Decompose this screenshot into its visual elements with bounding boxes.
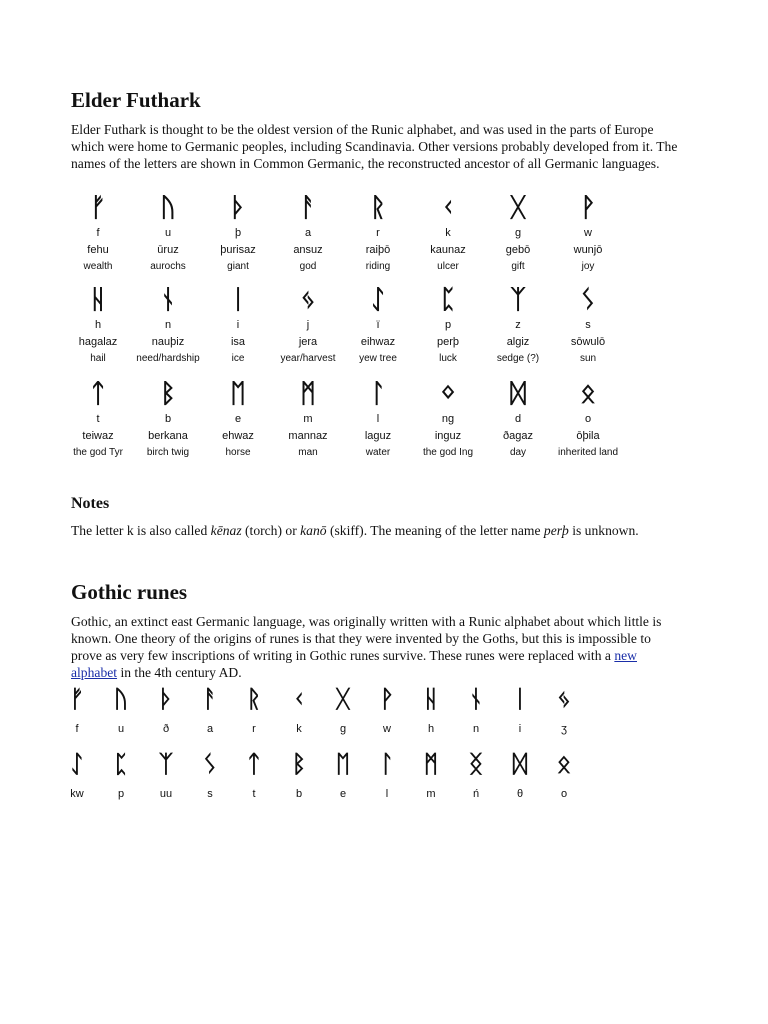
rune-cell (198, 192, 278, 273)
gothic-rune-transliteration: ð (162, 723, 170, 735)
gothic-rune-transliteration: n (472, 723, 480, 735)
rune-name: sōwulō (570, 336, 606, 348)
rune-meaning: yew tree (359, 353, 397, 364)
notes-text (71, 522, 681, 539)
rune-glyph: ᛃ (300, 285, 316, 315)
rune-name: jera (298, 336, 318, 348)
rune-glyph: ᚲ (440, 193, 456, 223)
new-alphabet-link[interactable]: new alphabet (71, 648, 637, 680)
rune-glyph: ᚨ (300, 193, 316, 223)
gothic-rune-cell (500, 749, 540, 801)
notes-text-part: is unknown. (568, 523, 639, 538)
rune-glyph: ᚹ (580, 193, 596, 223)
gothic-rune-cell (234, 749, 274, 801)
rune-name: fehu (87, 244, 109, 256)
rune-transliteration: d (514, 413, 522, 425)
rune-transliteration: t (96, 413, 100, 425)
rune-glyph: ᚷ (510, 193, 526, 223)
rune-glyph: ᛒ (160, 379, 176, 409)
rune-glyph: ᛗ (300, 379, 316, 409)
rune-meaning: the god Ing (422, 447, 474, 458)
rune-meaning: inherited land (557, 447, 619, 458)
notes-text-part: The letter k is also called (71, 523, 211, 538)
rune-transliteration: g (514, 227, 522, 239)
gothic-rune-cell (146, 684, 186, 736)
gothic-rune-transliteration: r (252, 723, 256, 735)
rune-transliteration: o (584, 413, 592, 425)
rune-name: inguz (434, 430, 462, 442)
gothic-rune-transliteration: ń (472, 788, 480, 800)
gothic-rune-cell (411, 684, 451, 736)
rune-cell (198, 284, 278, 365)
rune-glyph: ᛚ (370, 379, 386, 409)
rune-transliteration: f (96, 227, 100, 239)
gothic-rune-cell (57, 684, 97, 736)
gothic-rune-glyph: ᚷ (335, 685, 351, 713)
kano-term: kanō (300, 523, 327, 538)
gothic-rune-glyph: ᛇ (69, 750, 85, 778)
rune-glyph: ᛈ (440, 285, 456, 315)
rune-name: laguz (364, 430, 392, 442)
rune-meaning: luck (439, 353, 457, 364)
rune-meaning: year/harvest (280, 353, 336, 364)
gothic-rune-glyph: ᛟ (556, 750, 572, 778)
gothic-rune-cell (411, 749, 451, 801)
rune-cell (58, 378, 138, 459)
rune-glyph: ᛞ (510, 379, 526, 409)
rune-glyph: ᚾ (160, 285, 176, 315)
gothic-rune-transliteration: kw (70, 788, 84, 800)
gothic-rune-cell (456, 749, 496, 801)
rune-name: teiwaz (82, 430, 114, 442)
gothic-rune-glyph: ᛒ (291, 750, 307, 778)
gothic-rune-transliteration: uu (159, 788, 173, 800)
rune-meaning: water (365, 447, 391, 458)
rune-transliteration: r (376, 227, 380, 239)
gothic-rune-transliteration: a (206, 723, 214, 735)
gothic-rune-transliteration: t (252, 788, 256, 800)
gothic-rune-transliteration: f (75, 723, 79, 735)
gothic-rune-glyph: ᛏ (246, 750, 262, 778)
rune-meaning: ice (231, 353, 245, 364)
rune-meaning: wealth (83, 261, 113, 272)
rune-meaning: gift (511, 261, 525, 272)
gothic-rune-glyph: ᚲ (291, 685, 307, 713)
gothic-rune-cell (456, 684, 496, 736)
rune-transliteration: h (94, 319, 102, 331)
rune-name: raiþō (365, 244, 391, 256)
rune-cell (128, 378, 208, 459)
gothic-rune-glyph: ᚨ (202, 685, 218, 713)
gothic-rune-cell (234, 684, 274, 736)
rune-cell (408, 284, 488, 365)
gothic-rune-cell (279, 749, 319, 801)
rune-cell (58, 284, 138, 365)
rune-name: eihwaz (360, 336, 396, 348)
rune-cell (338, 378, 418, 459)
rune-transliteration: i (236, 319, 240, 331)
rune-meaning: hail (90, 353, 106, 364)
rune-transliteration: b (164, 413, 172, 425)
rune-name: þurisaz (220, 244, 256, 256)
rune-glyph: ᚱ (370, 193, 386, 223)
gothic-rune-transliteration: m (426, 788, 436, 800)
rune-meaning: the god Tyr (73, 447, 123, 458)
rune-glyph: ᚦ (230, 193, 246, 223)
rune-name: nauþiz (151, 336, 185, 348)
rune-transliteration: þ (234, 227, 242, 239)
rune-name: hagalaz (78, 336, 118, 348)
rune-meaning: horse (225, 447, 251, 458)
rune-cell (58, 192, 138, 273)
gothic-rune-glyph: ᚹ (379, 685, 395, 713)
gothic-rune-glyph: ᚺ (423, 685, 439, 713)
rune-cell (478, 284, 558, 365)
gothic-rune-cell (57, 749, 97, 801)
rune-glyph: ᛁ (230, 285, 246, 315)
rune-glyph: ᚢ (160, 193, 176, 223)
rune-name: ōþila (576, 430, 600, 442)
rune-transliteration: w (584, 227, 592, 239)
gothic-rune-glyph: ᚦ (158, 685, 174, 713)
gothic-rune-glyph: ᚠ (69, 685, 85, 713)
perth-term: perþ (543, 523, 569, 538)
rune-cell (338, 192, 418, 273)
rune-meaning: day (509, 447, 527, 458)
gothic-rune-cell (146, 749, 186, 801)
gothic-rune-glyph: ᛃ (556, 685, 572, 713)
rune-cell (268, 378, 348, 459)
gothic-intro-part: in the 4th century AD. (117, 665, 242, 680)
gothic-rune-transliteration: e (339, 788, 347, 800)
rune-cell (338, 284, 418, 365)
rune-cell (478, 378, 558, 459)
gothic-rune-cell (279, 684, 319, 736)
gothic-rune-glyph: ᚱ (246, 685, 262, 713)
rune-cell (408, 378, 488, 459)
gothic-rune-glyph: ᚾ (468, 685, 484, 713)
gothic-rune-cell (101, 749, 141, 801)
gothic-rune-transliteration: i (518, 723, 522, 735)
gothic-rune-cell (323, 749, 363, 801)
gothic-rune-transliteration: ʒ (561, 723, 567, 735)
rune-name: perþ (436, 336, 460, 348)
rune-glyph: ᛟ (580, 379, 596, 409)
rune-meaning: need/hardship (136, 353, 200, 364)
rune-transliteration: p (444, 319, 452, 331)
notes-text-part: (torch) or (241, 523, 301, 538)
elder-futhark-intro: Elder Futhark is thought to be the oldest version of the Runic alphabet, and was used in the parts of Europe which were home to Germanic peoples, including Scandinavia. Other versions probably developed from it. The names of the letters are shown in Common Germanic, the reconstructed ancestor of all Germanic languages. (71, 122, 678, 171)
gothic-rune-transliteration: θ (516, 788, 524, 800)
gothic-rune-transliteration: s (207, 788, 213, 800)
gothic-rune-cell (190, 749, 230, 801)
rune-transliteration: a (304, 227, 312, 239)
gothic-runes-heading: Gothic runes (71, 580, 188, 604)
gothic-rune-cell (101, 684, 141, 736)
rune-cell (408, 192, 488, 273)
rune-meaning: riding (365, 261, 391, 272)
rune-name: mannaz (288, 430, 328, 442)
gothic-rune-cell (190, 684, 230, 736)
gothic-rune-glyph: ᚢ (113, 685, 129, 713)
rune-glyph: ᛏ (90, 379, 106, 409)
notes-text-part: (skiff). The meaning of the letter name (326, 523, 544, 538)
gothic-rune-cell (367, 684, 407, 736)
rune-glyph: ᚠ (90, 193, 106, 223)
gothic-rune-glyph: ᛖ (335, 750, 351, 778)
rune-name: gebō (505, 244, 531, 256)
rune-transliteration: z (515, 319, 521, 331)
rune-meaning: ulcer (437, 261, 459, 272)
gothic-intro-part: Gothic, an extinct east Germanic language, was originally written with a Runic alphabet about which little is known. One theory of the origins of runes is that they were invented by the Goths, but this is impossible to prove as very few inscriptions of writing in Gothic runes survive. These runes were replaced with a (71, 614, 662, 663)
rune-transliteration: j (306, 319, 310, 331)
rune-transliteration: u (164, 227, 172, 239)
rune-meaning: god (299, 261, 317, 272)
rune-transliteration: k (445, 227, 451, 239)
gothic-rune-glyph: ᛊ (202, 750, 218, 778)
gothic-rune-glyph: ᛈ (113, 750, 129, 778)
notes-heading: Notes (71, 495, 110, 512)
rune-glyph: ᛖ (230, 379, 246, 409)
rune-cell (128, 284, 208, 365)
gothic-rune-glyph: ᛚ (379, 750, 395, 778)
gothic-rune-transliteration: u (117, 723, 125, 735)
rune-name: berkana (148, 430, 188, 442)
gothic-rune-transliteration: o (560, 788, 568, 800)
rune-cell (548, 192, 628, 273)
elder-futhark-heading: Elder Futhark (71, 88, 201, 112)
rune-cell (198, 378, 278, 459)
rune-meaning: man (298, 447, 318, 458)
rune-cell (128, 192, 208, 273)
rune-cell (268, 284, 348, 365)
gothic-rune-transliteration: l (385, 788, 389, 800)
rune-transliteration: m (303, 413, 313, 425)
rune-transliteration: n (164, 319, 172, 331)
gothic-rune-glyph: ᛗ (423, 750, 439, 778)
rune-glyph: ᛇ (370, 285, 386, 315)
rune-cell (548, 284, 628, 365)
gothic-rune-glyph: ᛝ (468, 750, 484, 778)
rune-name: isa (230, 336, 246, 348)
rune-meaning: giant (227, 261, 249, 272)
gothic-rune-cell (500, 684, 540, 736)
gothic-rune-glyph: ᛞ (512, 750, 528, 778)
rune-cell (268, 192, 348, 273)
rune-transliteration: s (585, 319, 591, 331)
gothic-rune-cell (544, 749, 584, 801)
gothic-rune-glyph: ᛁ (512, 685, 528, 713)
gothic-runes-intro (71, 613, 681, 681)
rune-glyph: ᛜ (440, 379, 456, 409)
gothic-rune-cell (544, 684, 584, 736)
rune-name: wunjō (573, 244, 603, 256)
rune-name: ūruz (157, 244, 179, 256)
rune-meaning: sedge (?) (496, 353, 540, 364)
rune-name: algiz (506, 336, 530, 348)
rune-meaning: aurochs (150, 261, 186, 272)
rune-glyph: ᛊ (580, 285, 596, 315)
gothic-rune-transliteration: b (295, 788, 303, 800)
rune-meaning: joy (581, 261, 595, 272)
gothic-rune-glyph: ᛉ (158, 750, 174, 778)
kenaz-term: kēnaz (210, 523, 242, 538)
rune-transliteration: ï (376, 319, 380, 331)
rune-glyph: ᛉ (510, 285, 526, 315)
rune-cell (548, 378, 628, 459)
rune-transliteration: e (234, 413, 242, 425)
gothic-rune-transliteration: w (383, 723, 391, 735)
gothic-rune-transliteration: k (296, 723, 302, 735)
gothic-rune-transliteration: g (339, 723, 347, 735)
rune-name: ehwaz (222, 430, 254, 442)
rune-meaning: sun (579, 353, 597, 364)
gothic-rune-transliteration: h (427, 723, 435, 735)
rune-name: kaunaz (430, 244, 466, 256)
gothic-rune-transliteration: p (117, 788, 125, 800)
rune-name: ðagaz (503, 430, 533, 442)
gothic-rune-cell (323, 684, 363, 736)
rune-transliteration: l (376, 413, 380, 425)
rune-meaning: birch twig (146, 447, 190, 458)
rune-cell (478, 192, 558, 273)
rune-glyph: ᚺ (90, 285, 106, 315)
rune-name: ansuz (293, 244, 323, 256)
gothic-rune-cell (367, 749, 407, 801)
rune-transliteration: ng (441, 413, 455, 425)
